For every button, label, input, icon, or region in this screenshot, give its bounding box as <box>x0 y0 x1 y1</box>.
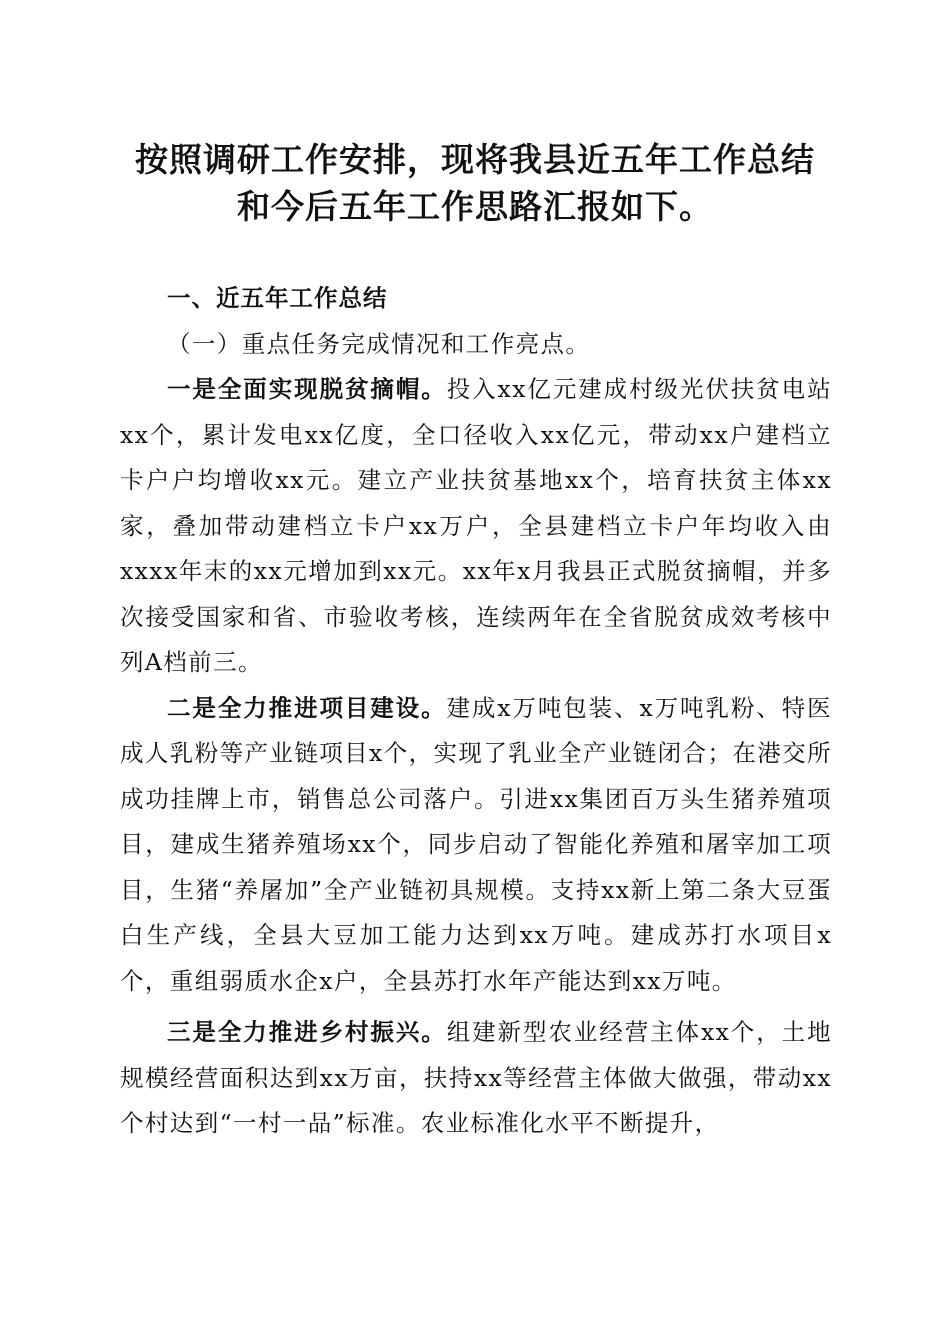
paragraph-text: 组建新型农业经营主体xx个，土地规模经营面积达到xx万亩，扶持xx等经营主体做大做强，带动xx个村达到“一村一品”标准。农业标准化水平不断提升， <box>120 1018 832 1137</box>
paragraph <box>120 686 832 1005</box>
paragraph-text: 建成x万吨包装、x万吨乳粉、特医成人乳粉等产业链项目x个，实现了乳业全产业链闭合；在港交所成功挂牌上市，销售总公司落户。引进xx集团百万头生猪养殖项目，建成生猪养殖场xx个，同步启动了智能化养殖和屠宰加工项目，生猪“养屠加”全产业链初具规模。支持xx新上第二条大豆蛋白生产线，全县大豆加工能力达到xx万吨。建成苏打水项目x个，重组弱质水企x户，全县苏打水年产能达到xx万吨。 <box>120 693 832 995</box>
paragraph-lead: 一是全面实现脱贫摘帽。 <box>167 375 447 403</box>
title-line-2: 和今后五年工作思路汇报如下。 <box>237 187 713 226</box>
section-heading: 一、近五年工作总结 <box>167 284 388 312</box>
title-line-1: 按照调研工作安排，现将我县近五年工作总结 <box>135 140 815 179</box>
document-body <box>120 276 832 1147</box>
paragraph <box>120 1010 832 1147</box>
subsection-heading: （一）重点任务完成情况和工作亮点。 <box>167 329 591 358</box>
document-title <box>100 136 850 230</box>
paragraph-lead: 三是全力推进乡村振兴。 <box>167 1018 447 1046</box>
paragraph-text: 投入xx亿元建成村级光伏扶贫电站xx个，累计发电xx亿度，全口径收入xx亿元，带动xx户建档立卡户户均增收xx元。建立产业扶贫基地xx个，培育扶贫主体xx家，叠加带动建档立卡户xx万户，全县建档立卡户年均收入由xxxx年末的xx元增加到xx元。xx年x月我县正式脱贫摘帽，并多次接受国家和省、市验收考核，连续两年在全省脱贫成效考核中列A档前三。 <box>120 375 832 676</box>
paragraph <box>120 367 832 686</box>
paragraph-lead: 二是全力推进项目建设。 <box>167 693 447 722</box>
